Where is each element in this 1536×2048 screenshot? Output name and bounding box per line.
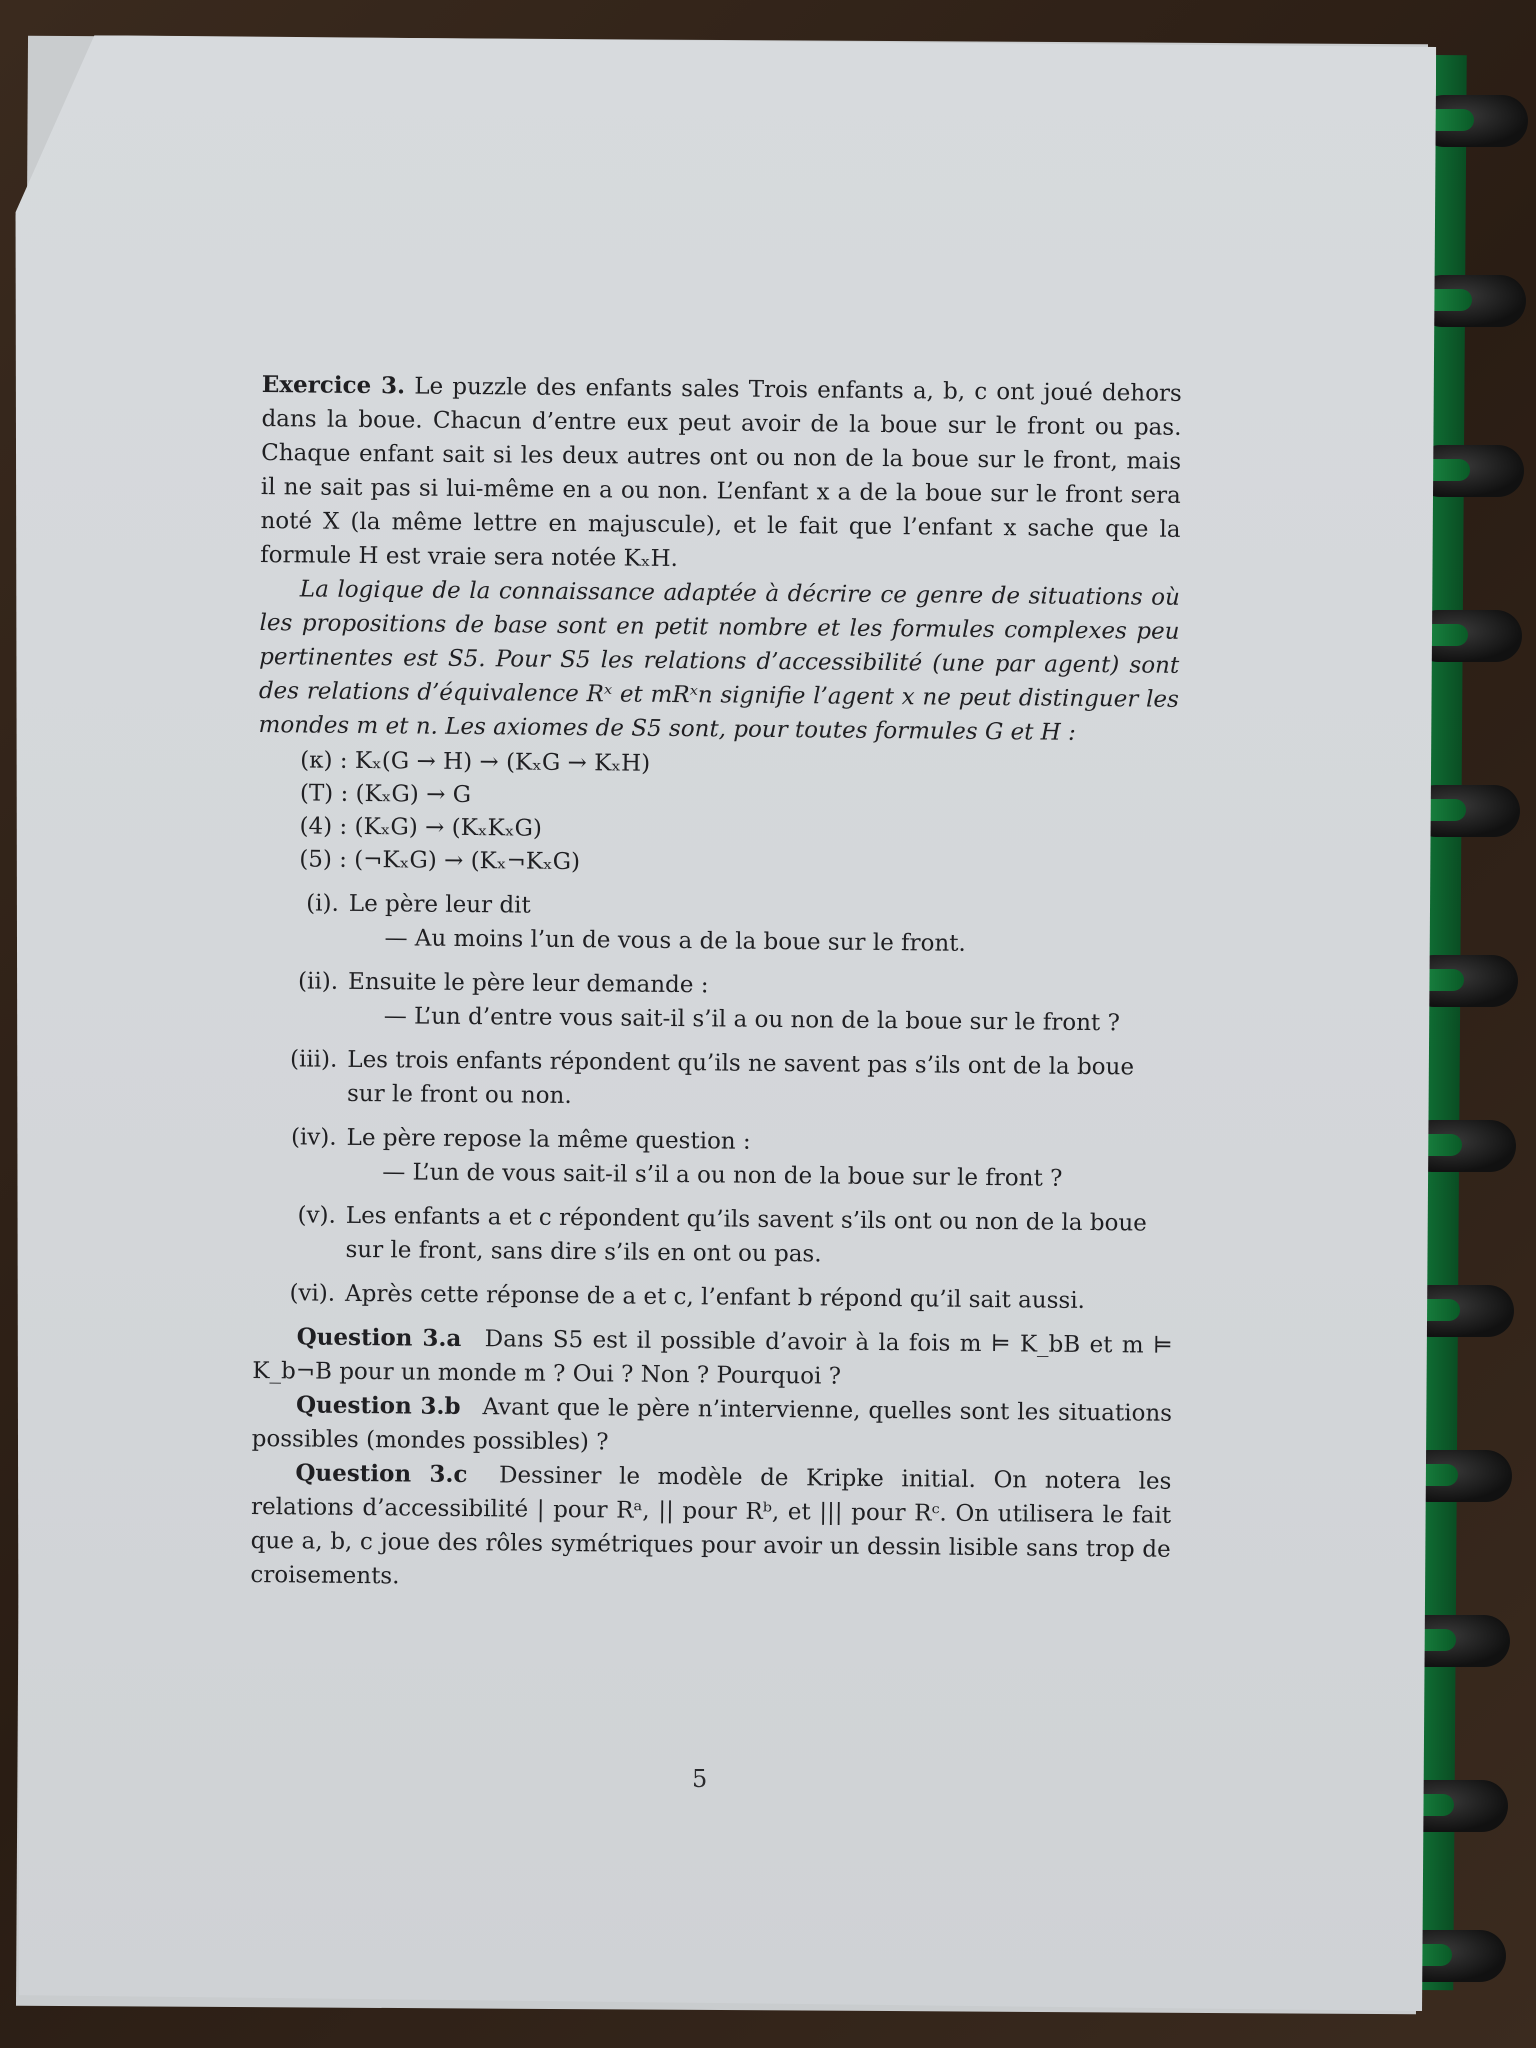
logic-paragraph: La logique de la connaissance adaptée à décrire ce genre de situations où les propositions de base sont en petit nombre et les formules complexes peu pertinentes est S5. Pour S5 les relations d’accessibilité (une par agent) sont des relations d’équivalence Rˣ et mRˣn signifie l’agent x ne peut distinguer les mondes m et n. Les axiomes de S5 sont, pour toutes formules G et H : xyxy=(258,576,1180,746)
item-text: Les trois enfants répondent qu’ils ne savent pas s’ils ont de la boue sur le front ou non. xyxy=(346,1046,1135,1110)
item-number: (i). xyxy=(306,890,339,917)
item-number: (ii). xyxy=(298,968,339,995)
exercise-intro xyxy=(260,368,1182,581)
list-item xyxy=(254,1120,1175,1197)
exercise-label: Exercice 3. xyxy=(261,370,406,400)
axiom: (T) : (KₓG) → G xyxy=(299,780,472,809)
item-number: (vi). xyxy=(289,1280,336,1307)
question-label: Question 3.c xyxy=(295,1459,468,1489)
item-number: (iv). xyxy=(290,1124,337,1151)
events-list xyxy=(253,886,1177,1319)
axiom: (κ) : Kₓ(G → H) → (KₓG → KₓH) xyxy=(300,747,651,777)
question-text: Dessiner le modèle de Kripke initial. On notera les relations d’accessibilité | pour Rᵃ, || pour Rᵇ, et ||| pour Rᶜ. On utilisera le fait que a, b, c joue des rôles symétriques pour avoir un dessin lisible sans trop de croisements. xyxy=(250,1462,1172,1590)
axiom: (5) : (¬KₓG) → (Kₓ¬KₓG) xyxy=(299,846,581,876)
item-text: Après cette réponse de a et c, l’enfant b répond qu’il sait aussi. xyxy=(344,1280,1086,1314)
list-item xyxy=(256,886,1177,963)
question-3a xyxy=(252,1320,1173,1397)
item-number: (iii). xyxy=(289,1046,338,1073)
list-item xyxy=(253,1276,1173,1319)
list-item xyxy=(256,964,1177,1041)
item-text: Le père repose la même question : xyxy=(346,1124,751,1155)
item-number: (v). xyxy=(297,1202,336,1229)
exercise-intro-text: Le puzzle des enfants sales Trois enfants a, b, c ont joué dehors dans la boue. Chacun d’entre eux peut avoir de la boue sur le front ou pas. Chaque enfant sait si les deux autres ont ou non de la boue sur le front, mais il ne sait pas si lui-même en a ou non. L’enfant x a de la boue sur le front sera noté X (la même lettre en majuscule), et le fait que l’enfant x sache que la formule H est vraie sera notée KₓH. xyxy=(260,373,1182,573)
item-dialogue: — L’un de vous sait-il s’il a ou non de la boue sur le front ? xyxy=(382,1159,1063,1192)
question-text: Avant que le père n’intervienne, quelles sont les situations possibles (mondes possibles) ? xyxy=(251,1394,1173,1456)
list-item xyxy=(253,1198,1174,1275)
page-number: 5 xyxy=(692,1765,708,1793)
item-dialogue: — Au moins l’un de vous a de la boue sur le front. xyxy=(384,925,966,957)
axioms-list xyxy=(299,744,1178,884)
question-label: Question 3.a xyxy=(296,1323,462,1352)
question-text: Dans S5 est il possible d’avoir à la fois m ⊨ K_bB et m ⊨ K_b¬B pour un monde m ? Oui ? Non ? Pourquoi ? xyxy=(252,1326,1173,1390)
axiom: (4) : (KₓG) → (KₓKₓG) xyxy=(299,813,542,842)
item-dialogue: — L’un d’entre vous sait-il s’il a ou non de la boue sur le front ? xyxy=(383,1003,1120,1037)
item-text: Les enfants a et c répondent qu’ils savent s’ils ont ou non de la boue sur le front, sans dire s’ils en ont ou pas. xyxy=(345,1202,1147,1268)
question-3c xyxy=(250,1456,1171,1601)
list-item xyxy=(255,1042,1176,1119)
item-text: Ensuite le père leur demande : xyxy=(347,968,709,999)
page-content xyxy=(250,368,1182,1601)
question-3b xyxy=(252,1388,1173,1465)
question-label: Question 3.b xyxy=(295,1391,461,1420)
item-text: Le père leur dit xyxy=(348,890,531,919)
